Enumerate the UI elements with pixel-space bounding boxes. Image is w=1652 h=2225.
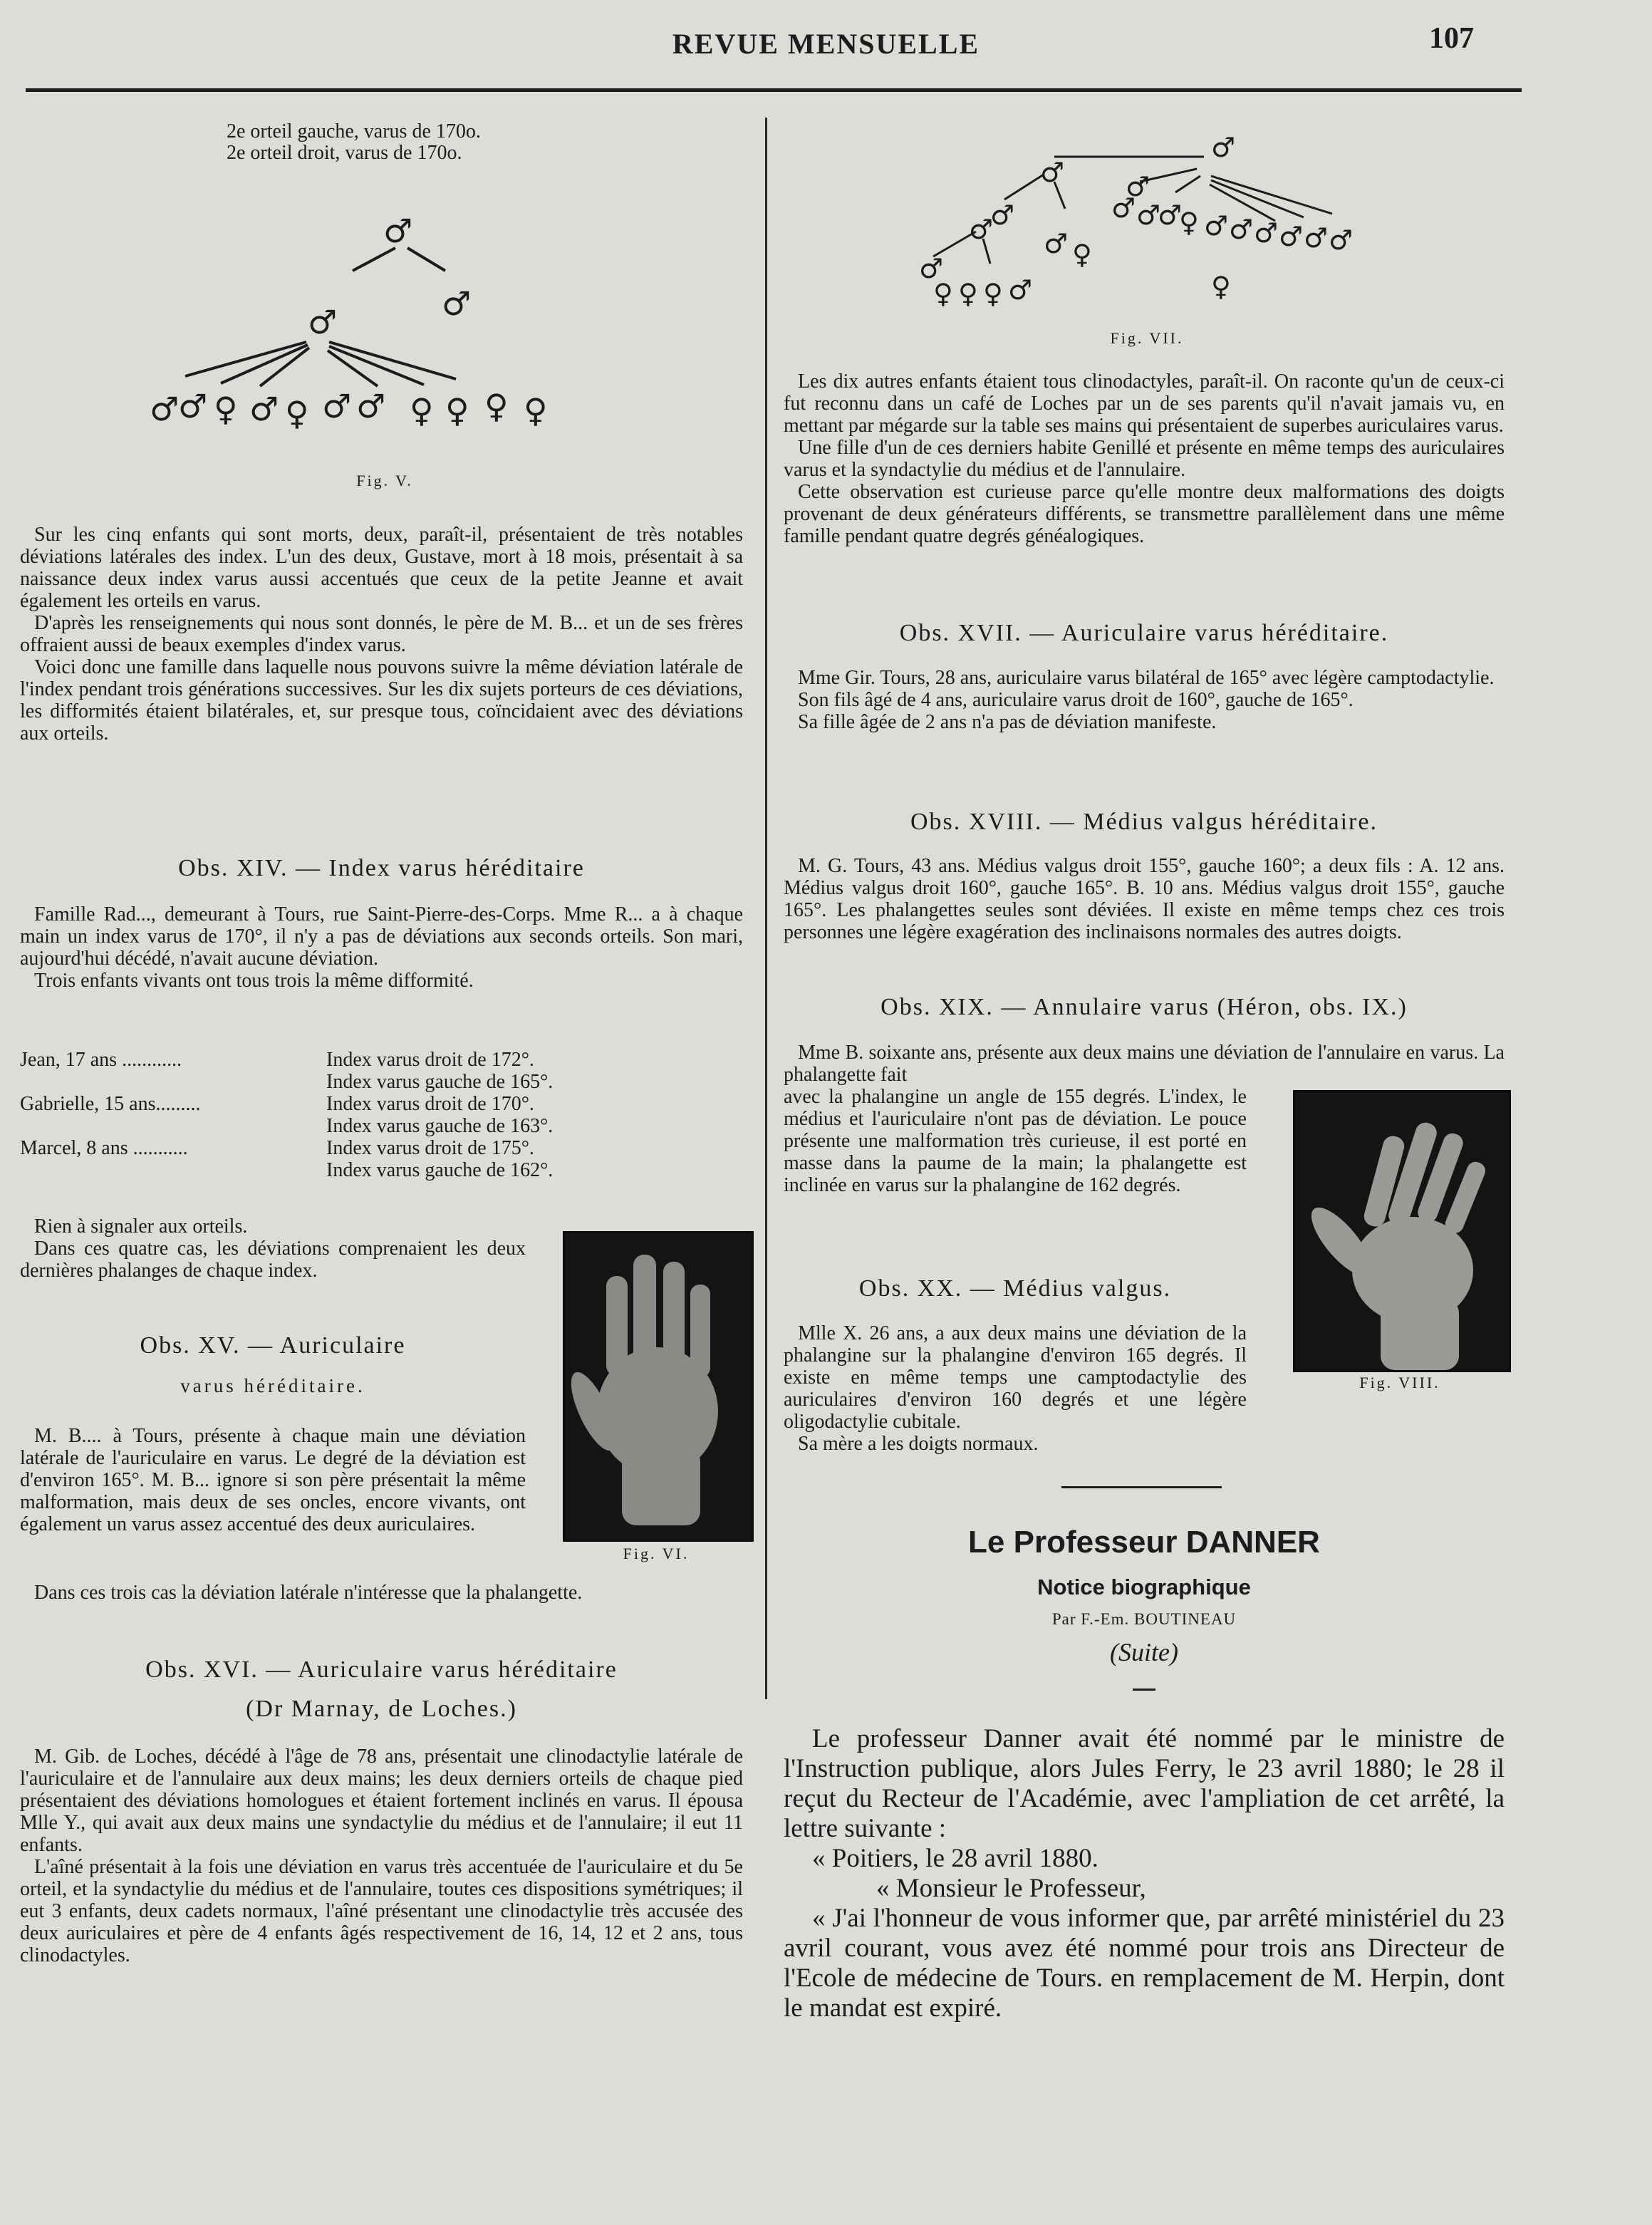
paragraph: L'aîné présentait à la fois une déviation en varus très accentuée de l'auriculaire et du 5e orteil, et la syndactylie du médius et de l'annulaire, toutes ces dispositions symétriques; il eut 3 enfants, deux cadets normaux, l'aîné présentant une clinodactylie très accusée des deux auriculaires et père de 4 enfants âgés respectivement de 16, 14, 12 et 2 ans, tous clinodactyles. bbox=[20, 1856, 743, 1966]
obs14-title: Obs. XIV. — Index varus héréditaire bbox=[178, 855, 585, 881]
male-symbol: ♂ bbox=[1136, 199, 1161, 231]
paragraph: avec la phalangine un angle de 155 degrés. L'index, le médius et l'auriculaire n'ont pas de déviation. Le pouce présente une malformation très curieuse, il est porté en masse dans la paume de la main; la phalangette est inclinée en varus sur la phalangine de 162 degrés. bbox=[784, 1086, 1247, 1196]
male-symbol: ♂ bbox=[1229, 214, 1254, 245]
paragraph: Sur les cinq enfants qui sont morts, deux, paraît-il, présentaient de très notables déviations latérales des index. L'un des deux, Gustave, mort à 18 mois, présentait à sa naissance deux index varus aussi accentués que ceux de la petite Jeanne et avait également les orteils en varus. bbox=[20, 524, 743, 612]
running-title: REVUE MENSUELLE bbox=[672, 28, 980, 60]
female-symbol: ♀ bbox=[484, 387, 509, 425]
child-left: Index varus gauche de 165°. bbox=[326, 1071, 554, 1093]
paragraph: Trois enfants vivants ont tous trois la même difformité. bbox=[34, 970, 474, 992]
page-number: 107 bbox=[1429, 22, 1474, 55]
obs15-text-2 bbox=[20, 1582, 743, 1604]
male-symbol: ♂ bbox=[442, 284, 472, 323]
paragraph: M. B.... à Tours, présente à chaque main une déviation latérale de l'auriculaire en varus. Le degré de la déviation est d'environ 165°. M. B... ignore si son père présentait la même malformation, mais deux de ses oncles, encore vivants, ont également un varus assez accentué des deux auriculaires. bbox=[20, 1425, 526, 1535]
danner-subtitle: Notice biographique bbox=[1037, 1575, 1251, 1599]
female-symbol: ♀ bbox=[524, 391, 548, 430]
male-symbol: ♂ bbox=[356, 387, 386, 425]
hand-photo-icon bbox=[1295, 1092, 1509, 1370]
male-symbol: ♂ bbox=[1254, 217, 1279, 249]
obs17-heading: Obs. XVII. — Auriculaire varus héréditaire. bbox=[899, 620, 1389, 646]
male-symbol: ♂ bbox=[1126, 171, 1150, 202]
female-symbol: ♀ bbox=[1211, 271, 1231, 302]
obs19-text bbox=[784, 1086, 1247, 1196]
obs15-heading-2: varus héréditaire. bbox=[180, 1375, 365, 1396]
male-symbol: ♂ bbox=[1211, 132, 1236, 163]
table-row bbox=[20, 1137, 661, 1159]
child-right: Index varus droit de 172°. bbox=[326, 1049, 534, 1071]
paragraph: Famille Rad..., demeurant à Tours, rue Saint-Pierre-des-Corps. Mme R... a à chaque main un index varus de 170°, il n'y a pas de déviations aux seconds orteils. Son mari, aujourd'hui décédé, n'avait aucune déviation. bbox=[20, 903, 743, 970]
table-row bbox=[20, 1159, 661, 1181]
child-right: Index varus droit de 170°. bbox=[326, 1093, 534, 1115]
obs14-text bbox=[20, 903, 743, 992]
paragraph: Mme Gir. Tours, 28 ans, auriculaire varus bilatéral de 165° avec légère camptodactylie. bbox=[798, 667, 1495, 689]
obs17-text bbox=[784, 667, 1505, 733]
table-row bbox=[20, 1115, 661, 1137]
intro-lines bbox=[227, 121, 583, 164]
fig6-caption: Fig. VI. bbox=[623, 1545, 690, 1562]
pedigree-line bbox=[1004, 175, 1044, 199]
fig5-pedigree bbox=[142, 192, 584, 449]
paragraph: Rien à signaler aux orteils. bbox=[34, 1215, 248, 1238]
child-right: Index varus droit de 175°. bbox=[326, 1137, 534, 1159]
paragraph: M. G. Tours, 43 ans. Médius valgus droit 155°, gauche 160°; a deux fils : A. 12 ans. Médius valgus droit 160°, gauche 165°. B. 10 ans. Médius valgus droit 155°, gauche 165°. Les phalangettes seules sont déviées. Il existe en même temps chez ces trois personnes une légère exagération des inclinaisons normales des autres doigts. bbox=[784, 855, 1505, 943]
child-name: Marcel, 8 ans ........... bbox=[20, 1137, 188, 1159]
female-symbol: ♀ bbox=[214, 390, 238, 428]
obs14-heading bbox=[20, 855, 743, 882]
fig8-photograph bbox=[1293, 1090, 1511, 1372]
female-symbol: ♀ bbox=[983, 278, 1003, 309]
fig7-pedigree bbox=[905, 125, 1403, 331]
obs15-text bbox=[20, 1425, 526, 1535]
children-table bbox=[20, 1049, 661, 1181]
female-symbol: ♀ bbox=[933, 278, 953, 309]
male-symbol: ♂ bbox=[1304, 222, 1329, 254]
intro-line: 2e orteil droit, varus de 170o. bbox=[227, 142, 462, 164]
paragraph: Une fille d'un de ces derniers habite Genillé et présente en même temps des auriculaires varus et la syndactylie du médius et de l'annulaire. bbox=[784, 437, 1505, 481]
fig7-caption: Fig. VII. bbox=[1110, 329, 1184, 347]
male-symbol: ♂ bbox=[1329, 224, 1354, 256]
obs15-heading: Obs. XV. — Auriculaire bbox=[140, 1332, 406, 1359]
male-symbol: ♂ bbox=[322, 387, 352, 425]
intro-line: 2e orteil gauche, varus de 170o. bbox=[227, 120, 481, 142]
male-symbol: ♂ bbox=[1279, 221, 1304, 252]
danner-text bbox=[784, 1724, 1505, 2023]
paragraph: M. Gib. de Loches, décédé à l'âge de 78 ans, présentait une clinodactylie latérale de l'auriculaire et de l'annulaire aux deux mains; les deux derniers orteils de chaque pied présentaient des déviations homologues et étaient fortement inclinés en varus. Il épousa Mlle Y., qui avait aux deux mains une syndactylie du médius et de l'annulaire; il eut 11 enfants. bbox=[20, 1746, 743, 1856]
male-symbol: ♂ bbox=[1204, 210, 1229, 242]
pedigree-line bbox=[353, 248, 395, 271]
pedigree-line bbox=[221, 345, 308, 383]
male-symbol: ♂ bbox=[178, 387, 208, 425]
right-text-block-1 bbox=[784, 370, 1505, 547]
pedigree-line bbox=[407, 248, 445, 271]
paragraph: Dans ces trois cas la déviation latérale n'intéresse que la phalangette. bbox=[34, 1582, 583, 1604]
paragraph: « Poitiers, le 28 avril 1880. bbox=[812, 1844, 1098, 1873]
paragraph: « J'ai l'honneur de vous informer que, par arrêté ministériel du 23 avril courant, vous avez été nommé pour trois ans Directeur de l'Ecole de médecine de Tours. en remplacement de M. Herpin, dont le mandat est expiré. bbox=[784, 1904, 1505, 2023]
pedigree-line bbox=[1175, 176, 1200, 192]
male-symbol: ♂ bbox=[249, 390, 279, 428]
obs14-notes bbox=[20, 1215, 526, 1282]
female-symbol: ♀ bbox=[1179, 207, 1199, 238]
male-symbol: ♂ bbox=[150, 390, 180, 428]
male-symbol: ♂ bbox=[969, 214, 994, 245]
obs20-heading: Obs. XX. — Médius valgus. bbox=[858, 1275, 1172, 1302]
obs20-text bbox=[784, 1322, 1247, 1455]
female-symbol: ♀ bbox=[285, 394, 309, 432]
paragraph: Sa fille âgée de 2 ans n'a pas de déviation manifeste. bbox=[798, 711, 1217, 733]
male-symbol: ♂ bbox=[990, 199, 1015, 231]
danner-suite: (Suite) bbox=[1110, 1638, 1178, 1666]
male-symbol: ♂ bbox=[308, 303, 338, 341]
male-symbol: ♂ bbox=[1111, 192, 1136, 224]
paragraph: Son fils âgé de 4 ans, auriculaire varus droit de 160°, gauche de 165°. bbox=[798, 689, 1354, 711]
paragraph: « Monsieur le Professeur, bbox=[876, 1874, 1146, 1903]
paragraph: Les dix autres enfants étaient tous clinodactyles, paraît-il. On raconte qu'un de ceux-ci fut reconnu dans un café de Loches par un de ses parents qu'il n'avait jamais vu, en mettant par mégarde sur la table ses mains qui présentaient de superbes auriculaires varus. bbox=[784, 370, 1505, 437]
table-row bbox=[20, 1049, 661, 1071]
male-symbol: ♂ bbox=[1044, 228, 1069, 259]
male-symbol: ♂ bbox=[1158, 199, 1183, 231]
obs16-text bbox=[20, 1746, 743, 1966]
male-symbol: ♂ bbox=[919, 253, 944, 284]
obs18-heading: Obs. XVIII. — Médius valgus héréditaire. bbox=[910, 809, 1378, 835]
male-symbol: ♂ bbox=[1008, 274, 1033, 306]
child-left: Index varus gauche de 162°. bbox=[326, 1159, 554, 1181]
male-symbol: ♂ bbox=[1040, 157, 1065, 188]
paragraph: Mme B. soixante ans, présente aux deux mains une déviation de l'annulaire en varus. La phalangette fait bbox=[784, 1042, 1505, 1086]
fig5-caption: Fig. V. bbox=[356, 472, 413, 489]
paragraph: D'après les renseignements qui nous sont donnés, le père de M. B... et un de ses frères offraient aussi de beaux exemples d'index varus. bbox=[20, 612, 743, 656]
obs16-heading: Obs. XVI. — Auriculaire varus héréditaire bbox=[145, 1656, 618, 1683]
paragraph: Sa mère a les doigts normaux. bbox=[798, 1433, 1039, 1455]
paragraph: Cette observation est curieuse parce qu'elle montre deux malformations des doigts provenant de deux générateurs différents, se transmettre parallèlement dans une même famille pendant quatre degrés généalogiques. bbox=[784, 481, 1505, 547]
female-symbol: ♀ bbox=[1072, 239, 1092, 270]
female-symbol: ♀ bbox=[445, 391, 469, 430]
danner-author: Par F.-Em. BOUTINEAU bbox=[1051, 1610, 1237, 1628]
child-name: Jean, 17 ans ............ bbox=[20, 1049, 182, 1071]
male-symbol: ♂ bbox=[383, 212, 413, 250]
child-name: Gabrielle, 15 ans......... bbox=[20, 1093, 201, 1115]
fig6-photograph bbox=[563, 1231, 754, 1542]
section-divider bbox=[1061, 1486, 1222, 1488]
left-text-block-1 bbox=[20, 524, 743, 745]
header-rule bbox=[26, 88, 1522, 92]
danner-title: Le Professeur DANNER bbox=[968, 1525, 1320, 1560]
paragraph: Le professeur Danner avait été nommé par le ministre de l'Instruction publique, alors Jules Ferry, le 23 avril 1880; le 28 il reçut du Recteur de l'Académie, avec l'ampliation de cet arrêté, la lettre suivante : bbox=[784, 1724, 1505, 1843]
short-dash bbox=[1133, 1689, 1155, 1691]
child-left: Index varus gauche de 163°. bbox=[326, 1115, 554, 1137]
fig8-caption: Fig. VIII. bbox=[1359, 1374, 1440, 1391]
female-symbol: ♀ bbox=[958, 278, 978, 309]
obs16-heading-2: (Dr Marnay, de Loches.) bbox=[246, 1696, 517, 1722]
table-row bbox=[20, 1093, 661, 1115]
paragraph: Mlle X. 26 ans, a aux deux mains une déviation de la phalangine sur la phalangine d'environ 165 degrés. Il existe en même temps une camptodactylie des auriculaires d'environ 160 degrés et une légère oligodactylie cubitale. bbox=[784, 1322, 1247, 1433]
obs19-text-top bbox=[784, 1042, 1505, 1086]
column-divider bbox=[765, 118, 767, 1699]
female-symbol: ♀ bbox=[410, 391, 434, 430]
obs19-heading: Obs. XIX. — Annulaire varus (Héron, obs. IX.) bbox=[880, 994, 1408, 1020]
paragraph: Voici donc une famille dans laquelle nous pouvons suivre la même déviation latérale de l'index pendant trois générations successives. Sur les dix sujets porteurs de ces déviations, les difformités étaient bilatérales, et, sur presque tous, coïncidaient avec des déviations aux orteils. bbox=[20, 656, 743, 745]
obs18-text bbox=[784, 855, 1505, 943]
paragraph: Dans ces quatre cas, les déviations comprenaient les deux dernières phalanges de chaque index. bbox=[20, 1238, 526, 1282]
hand-photo-icon bbox=[565, 1233, 752, 1540]
table-row bbox=[20, 1071, 661, 1093]
